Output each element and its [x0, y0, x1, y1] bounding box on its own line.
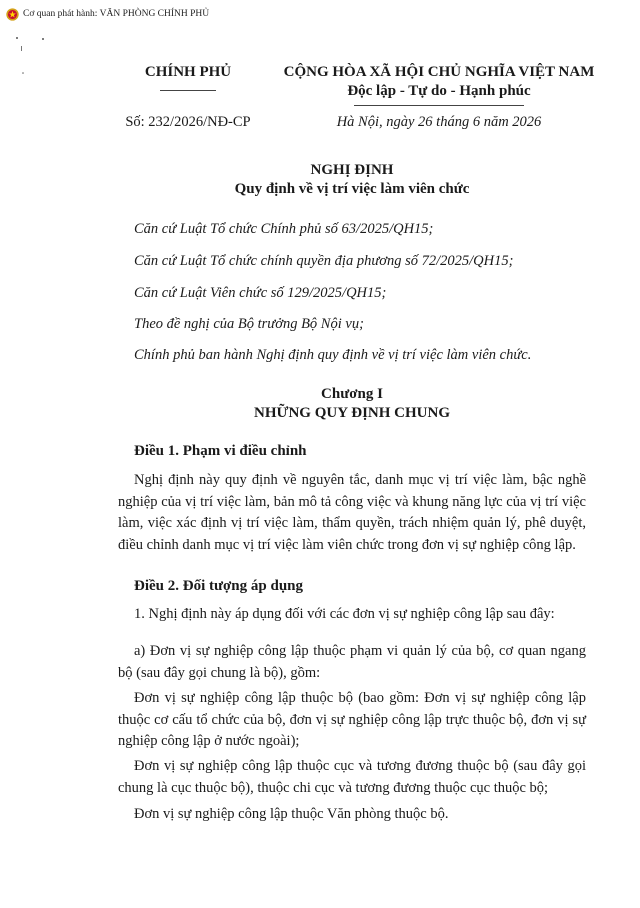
- chapter-title: NHỮNG QUY ĐỊNH CHUNG: [254, 405, 450, 421]
- document-type: NGHỊ ĐỊNH: [310, 162, 394, 178]
- org-underline: [160, 90, 216, 91]
- document-subject: Quy định về vị trí việc làm viên chức: [234, 181, 470, 197]
- promulgation-statement: Chính phủ ban hành Nghị định quy định về vị trí việc làm viên chức.: [134, 347, 532, 363]
- article-2-item-3: Đơn vị sự nghiệp công lập thuộc Văn phòng thuộc bộ.: [134, 806, 449, 822]
- article-1-heading: Điều 1. Phạm vi điều chỉnh: [134, 443, 307, 459]
- document-number: Số: 232/2026/NĐ-CP: [125, 114, 251, 130]
- article-1-body: Nghị định này quy định về nguyên tắc, danh mục vị trí việc làm, bậc nghề nghiệp của vị trí việc làm, bản mô tả công việc và khung năng lực của vị trí việc làm, việc xác định vị trí việc làm, thẩm quyền, trách nhiệm quản lý, phê duyệt, điều chỉnh danh mục vị trí việc làm viên chức trong đơn vị sự nghiệp công lập.: [118, 472, 586, 553]
- proposal-basis: Theo đề nghị của Bộ trưởng Bộ Nội vụ;: [134, 316, 364, 332]
- chapter-label: Chương I: [321, 386, 383, 402]
- article-2-point-a: a) Đơn vị sự nghiệp công lập thuộc phạm vi quản lý của bộ, cơ quan ngang bộ (sau đây gọi chung là bộ), gồm:: [118, 643, 586, 681]
- article-2-item-1: Đơn vị sự nghiệp công lập thuộc bộ (bao gồm: Đơn vị sự nghiệp công lập thuộc cơ cấu tổ chức của bộ, đơn vị sự nghiệp công lập trực thuộc bộ, đơn vị sự nghiệp công lập ở nước ngoài);: [118, 690, 586, 749]
- article-2-item-2: Đơn vị sự nghiệp công lập thuộc cục và tương đương thuộc bộ (sau đây gọi chung là cục thuộc bộ), thuộc chi cục và tương đương thuộc cục thuộc bộ;: [118, 758, 586, 796]
- place-date: Hà Nội, ngày 26 tháng 6 năm 2026: [336, 114, 542, 130]
- issuer-text: Cơ quan phát hành: VĂN PHÒNG CHÍNH PHỦ: [23, 9, 210, 19]
- motto-underline: [354, 105, 524, 106]
- legal-basis-3: Căn cứ Luật Viên chức số 129/2025/QH15;: [134, 285, 387, 301]
- scan-specks: [15, 36, 55, 76]
- legal-basis-1: Căn cứ Luật Tổ chức Chính phủ số 63/2025/QH15;: [134, 221, 434, 237]
- issuing-organization: CHÍNH PHỦ: [144, 64, 232, 80]
- national-emblem-icon: [6, 8, 19, 21]
- issuer-bar: [6, 6, 209, 22]
- legal-basis-2: Căn cứ Luật Tổ chức chính quyền địa phương số 72/2025/QH15;: [134, 253, 514, 269]
- article-2-clause-1: 1. Nghị định này áp dụng đối với các đơn vị sự nghiệp công lập sau đây:: [134, 606, 555, 622]
- article-2-heading: Điều 2. Đối tượng áp dụng: [134, 578, 304, 594]
- country-name: CỘNG HÒA XÃ HỘI CHỦ NGHĨA VIỆT NAM: [283, 64, 595, 80]
- national-motto: Độc lập - Tự do - Hạnh phúc: [347, 83, 531, 99]
